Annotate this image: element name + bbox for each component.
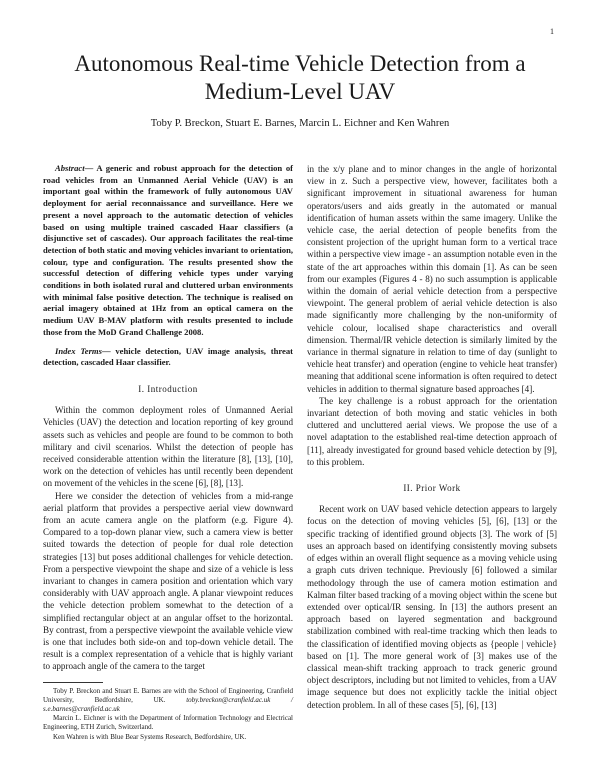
abstract-text: — A generic and robust approach for the detection of road vehicles from an Unmanned Aerial Vehicle (UAV) is an important goal within the framework of fully autonomous UAV deployment for aerial reconnaissance and surveillance. Here we present a novel approach to the automatic detection of vehicles based on using multiple trained cascaded Haar classifiers (a disjunctive set of cascades). Our approach facilitates the real-time detection of both static and moving vehicles invariant to orientation, colour, type and configuration. The results presented show the successful detection of differing vehicle types under varying conditions in both isolated rural and cluttered urban environments with minimal false positive detection. The technique is realised on aerial imagery obtained at 1Hz from an optical camera on the medium UAV B-MAV platform with results presented to include those from the MoD Grand Challenge 2008. [43, 163, 293, 337]
section-heading-introduction: I. Introduction [138, 383, 198, 394]
author-list: Toby P. Breckon, Stuart E. Barnes, Marcin L. Eichner and Ken Wahren [150, 118, 450, 129]
abstract-label: Abstract [55, 163, 85, 173]
footnote: Marcin L. Eichner is with the Department of Information Technology and Electrical Engineering, ETH Zurich, Switzerland. [43, 714, 293, 732]
footnote: Ken Wahren is with Blue Bear Systems Research, Bedfordshire, UK. [53, 732, 247, 741]
paper-title: Autonomous Real-time Vehicle Detection from a Medium-Level UAV [74, 51, 526, 104]
intro-paragraph: The key challenge is a robust approach for the orientation invariant detection of both moving and static vehicles in both cluttered and uncluttered aerial views. We propose the use of a novel adaptation to the established real-time detection approach of [11], already investigated for ground based vehicle detection by [9], to this problem. [307, 395, 557, 467]
footnote-divider [43, 682, 103, 683]
footnote-email: toby.breckon@cranfield.ac.uk / s.e.barnes@cranfield.ac.uk [43, 695, 293, 714]
page-number: 1 [550, 27, 554, 36]
prior-work-paragraph: Recent work on UAV based vehicle detection appears to largely focus on the detection of moving vehicles [5], [6], [13] or the specific tracking of identified ground objects [3]. The work of [5] uses an approach based on identifying consistently moving subsets of edges within an overall flight sequence as a moving vehicle using a graph cuts driven technique. Previously [6] followed a similar methodology through the use of camera motion estimation and Kalman filter based tracking of a moving object within the scene but extended over optical/IR sensing. In [13] the authors present an approach based on layered segmentation and background stabilization combined with real-time tracking which then leads to the classification of identified moving objects as {people | vehicle} based on [1]. The more general work of [3] makes use of the classical mean-shift tracking approach to track generic ground object descriptors, including but not limited to vehicles, from a UAV image sequence but does not explicitly tackle the initial object detection problem. In all of these cases [5], [6], [13] [307, 504, 557, 710]
left-column [43, 163, 293, 742]
intro-paragraph: Here we consider the detection of vehicles from a mid-range aerial platform that provides a perspective aerial view downward from an acute camera angle on the platform (e.g. Figure 4). Compared to a top-down planar view, such a camera view is better suited towards the detection of people for dual role detection strategies [13] but poses additional challenges for vehicle detection. From a perspective viewpoint the shape and size of a vehicle is less invariant to changes in camera position and orientation which vary considerably with UAV approach angle. A planar viewpoint reduces the vehicle detection problem somewhat to the detection of a simplified rectangular object at an angular offset to the horizontal. By contrast, from a perspective viewpoint the available vehicle view is one that includes both side-on and top-down vehicle detail. The result is a complex representation of a vehicle that is highly variant to approach angle of the camera to the target [43, 490, 293, 672]
index-terms [43, 346, 293, 369]
footnote: Toby P. Breckon and Stuart E. Barnes are with the School of Engineering, Cranfield University, Bedfordshire, UK. toby.breckon@cranfield.ac.uk / s.e.barnes@cranfield.ac.uk [43, 686, 293, 714]
footnotes [43, 687, 293, 742]
right-column [307, 163, 557, 711]
abstract [43, 163, 293, 339]
intro-paragraph: Within the common deployment roles of Unmanned Aerial Vehicles (UAV) the detection and location reporting of key ground assets such as vehicles and people are found to be common to both military and civil scenarios. Whilst the detection of people has received considerable attention within the literature [8], [13], [10], work on the detection of vehicles has until recently been dependent on movement of the vehicles in the scene [6], [8], [13]. [43, 405, 293, 489]
index-terms-text: — vehicle detection, UAV image analysis, threat detection, cascaded Haar classifier. [43, 345, 294, 368]
index-terms-label: Index Terms [55, 345, 102, 356]
section-heading-prior-work: II. Prior Work [403, 483, 461, 494]
intro-paragraph-continued: in the x/y plane and to minor changes in the angle of horizontal view in z. Such a perspective view, however, facilitates both a significant improvement in situational awareness for human operators/users and aids greatly in the automated or manual identification of human assets within the same imagery. Unlike the vehicle case, the aerial detection of people benefits from the consistent projection of the upright human form to a vertical trace within a perspective view image - an assumption notable even in the state of the art approaches within this domain [1]. As can be seen from our examples (Figures 4 - 8) no such assumption is applicable within the domain of aerial vehicle detection from a perspective viewpoint. The general problem of aerial vehicle detection is also made significantly more challenging by the non-uniformity of vehicle colour, localised shape characteristics and overall dimension. Thermal/IR vehicle detection is similarly limited by the variance in thermal signature in relation to time of day (sunlight to vehicle heat transfer) and operation (engine to vehicle heat transfer) meaning that additional scene information is often required to detect vehicles in addition to thermal signature based approaches [4]. [307, 164, 557, 394]
